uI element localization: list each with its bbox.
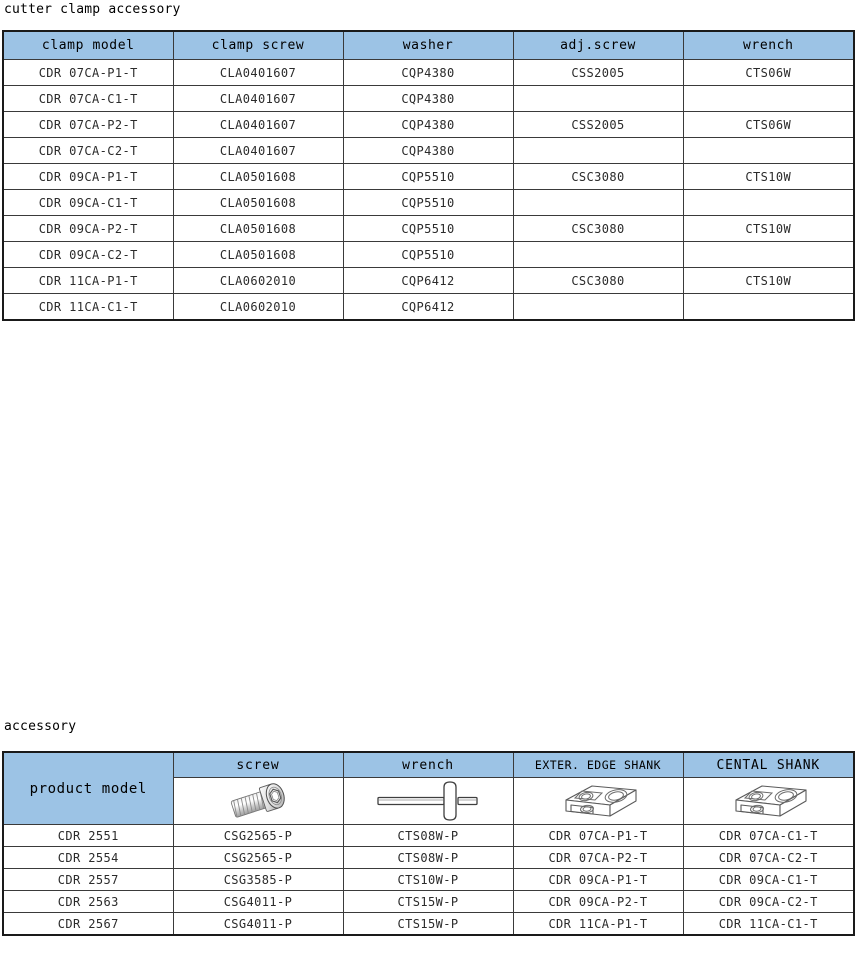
table-header-row-labels bbox=[3, 752, 854, 778]
column-header-exterior-edge-shank: EXTER. EDGE SHANK bbox=[513, 752, 683, 778]
cell-clamp-screw: CLA0501608 bbox=[173, 190, 343, 216]
cell-wrench bbox=[683, 86, 854, 112]
cell-wrench: CTS08W-P bbox=[343, 847, 513, 869]
cell-adj-screw bbox=[513, 294, 683, 321]
cell-washer: CQP6412 bbox=[343, 294, 513, 321]
column-header-wrench: wrench bbox=[343, 752, 513, 778]
wrench-picture-cell bbox=[343, 778, 513, 825]
cell-adj-screw: CSC3080 bbox=[513, 216, 683, 242]
cell-clamp-model: CDR 11CA-P1-T bbox=[3, 268, 173, 294]
cell-clamp-model: CDR 09CA-C2-T bbox=[3, 242, 173, 268]
table-row bbox=[3, 294, 854, 321]
table-row bbox=[3, 891, 854, 913]
cell-clamp-screw: CLA0401607 bbox=[173, 112, 343, 138]
cell-adj-screw bbox=[513, 242, 683, 268]
cell-wrench: CTS10W bbox=[683, 268, 854, 294]
cell-screw: CSG2565-P bbox=[173, 825, 343, 847]
cell-clamp-model: CDR 11CA-C1-T bbox=[3, 294, 173, 321]
cell-wrench bbox=[683, 242, 854, 268]
t-wrench-icon bbox=[344, 779, 513, 823]
table-row bbox=[3, 86, 854, 112]
column-header-screw: screw bbox=[173, 752, 343, 778]
column-header-washer: washer bbox=[343, 31, 513, 60]
cell-wrench: CTS10W bbox=[683, 164, 854, 190]
cell-wrench: CTS08W-P bbox=[343, 825, 513, 847]
cell-washer: CQP4380 bbox=[343, 138, 513, 164]
cell-central-shank: CDR 07CA-C2-T bbox=[683, 847, 854, 869]
cell-screw: CSG3585-P bbox=[173, 869, 343, 891]
cell-central-shank: CDR 09CA-C1-T bbox=[683, 869, 854, 891]
cell-washer: CQP5510 bbox=[343, 190, 513, 216]
clamp-section-caption: cutter clamp accessory bbox=[4, 2, 181, 17]
cell-washer: CQP5510 bbox=[343, 242, 513, 268]
cell-wrench bbox=[683, 190, 854, 216]
column-header-clamp-screw: clamp screw bbox=[173, 31, 343, 60]
table-row bbox=[3, 138, 854, 164]
cell-wrench: CTS06W bbox=[683, 112, 854, 138]
cell-central-shank: CDR 07CA-C1-T bbox=[683, 825, 854, 847]
cell-clamp-screw: CLA0401607 bbox=[173, 60, 343, 86]
cell-clamp-screw: CLA0501608 bbox=[173, 242, 343, 268]
cell-clamp-screw: CLA0401607 bbox=[173, 86, 343, 112]
cell-exterior-edge-shank: CDR 11CA-P1-T bbox=[513, 913, 683, 936]
column-header-wrench: wrench bbox=[683, 31, 854, 60]
accessory-table bbox=[2, 751, 855, 936]
cell-product-model: CDR 2563 bbox=[3, 891, 173, 913]
cell-clamp-screw: CLA0501608 bbox=[173, 216, 343, 242]
cell-screw: CSG4011-P bbox=[173, 913, 343, 936]
cell-clamp-model: CDR 09CA-C1-T bbox=[3, 190, 173, 216]
cell-clamp-screw: CLA0401607 bbox=[173, 138, 343, 164]
cell-wrench bbox=[683, 138, 854, 164]
cell-clamp-model: CDR 07CA-P1-T bbox=[3, 60, 173, 86]
column-header-clamp-model: clamp model bbox=[3, 31, 173, 60]
cell-exterior-edge-shank: CDR 09CA-P1-T bbox=[513, 869, 683, 891]
table-row bbox=[3, 242, 854, 268]
cell-wrench: CTS15W-P bbox=[343, 913, 513, 936]
column-header-product-model: product model bbox=[3, 752, 173, 825]
cell-clamp-model: CDR 09CA-P2-T bbox=[3, 216, 173, 242]
cell-clamp-model: CDR 07CA-C2-T bbox=[3, 138, 173, 164]
cell-adj-screw: CSC3080 bbox=[513, 268, 683, 294]
exterior-edge-shank-icon bbox=[514, 779, 683, 823]
table-row bbox=[3, 60, 854, 86]
cell-clamp-model: CDR 07CA-C1-T bbox=[3, 86, 173, 112]
cell-wrench bbox=[683, 294, 854, 321]
cell-product-model: CDR 2551 bbox=[3, 825, 173, 847]
cell-clamp-model: CDR 07CA-P2-T bbox=[3, 112, 173, 138]
cell-wrench: CTS10W bbox=[683, 216, 854, 242]
cell-exterior-edge-shank: CDR 07CA-P2-T bbox=[513, 847, 683, 869]
column-header-central-shank: CENTAL SHANK bbox=[683, 752, 854, 778]
cutter-clamp-accessory-table bbox=[2, 30, 855, 321]
central-shank-icon bbox=[684, 779, 854, 823]
screw-icon bbox=[174, 779, 343, 823]
table-row bbox=[3, 190, 854, 216]
cell-screw: CSG4011-P bbox=[173, 891, 343, 913]
table-row bbox=[3, 216, 854, 242]
cell-screw: CSG2565-P bbox=[173, 847, 343, 869]
cell-clamp-model: CDR 09CA-P1-T bbox=[3, 164, 173, 190]
cell-washer: CQP6412 bbox=[343, 268, 513, 294]
cell-adj-screw bbox=[513, 190, 683, 216]
table-row bbox=[3, 268, 854, 294]
cell-product-model: CDR 2567 bbox=[3, 913, 173, 936]
table-row bbox=[3, 869, 854, 891]
cell-adj-screw bbox=[513, 138, 683, 164]
cell-wrench: CTS15W-P bbox=[343, 891, 513, 913]
cell-adj-screw bbox=[513, 86, 683, 112]
cell-clamp-screw: CLA0602010 bbox=[173, 294, 343, 321]
cell-adj-screw: CSS2005 bbox=[513, 60, 683, 86]
table-row bbox=[3, 847, 854, 869]
cell-clamp-screw: CLA0602010 bbox=[173, 268, 343, 294]
cell-washer: CQP5510 bbox=[343, 164, 513, 190]
exterior-edge-shank-picture-cell bbox=[513, 778, 683, 825]
screw-picture-cell bbox=[173, 778, 343, 825]
cell-wrench: CTS10W-P bbox=[343, 869, 513, 891]
table-row bbox=[3, 825, 854, 847]
cell-exterior-edge-shank: CDR 09CA-P2-T bbox=[513, 891, 683, 913]
cell-washer: CQP4380 bbox=[343, 60, 513, 86]
table-header-row bbox=[3, 31, 854, 60]
cell-central-shank: CDR 11CA-C1-T bbox=[683, 913, 854, 936]
cell-clamp-screw: CLA0501608 bbox=[173, 164, 343, 190]
cell-washer: CQP4380 bbox=[343, 86, 513, 112]
cell-adj-screw: CSS2005 bbox=[513, 112, 683, 138]
cell-washer: CQP4380 bbox=[343, 112, 513, 138]
cell-exterior-edge-shank: CDR 07CA-P1-T bbox=[513, 825, 683, 847]
accessory-section-caption: accessory bbox=[4, 719, 77, 734]
column-header-adj-screw: adj.screw bbox=[513, 31, 683, 60]
table-row bbox=[3, 913, 854, 936]
cell-wrench: CTS06W bbox=[683, 60, 854, 86]
cell-product-model: CDR 2554 bbox=[3, 847, 173, 869]
cell-washer: CQP5510 bbox=[343, 216, 513, 242]
table-row bbox=[3, 112, 854, 138]
central-shank-picture-cell bbox=[683, 778, 854, 825]
cell-adj-screw: CSC3080 bbox=[513, 164, 683, 190]
table-row bbox=[3, 164, 854, 190]
cell-central-shank: CDR 09CA-C2-T bbox=[683, 891, 854, 913]
cell-product-model: CDR 2557 bbox=[3, 869, 173, 891]
